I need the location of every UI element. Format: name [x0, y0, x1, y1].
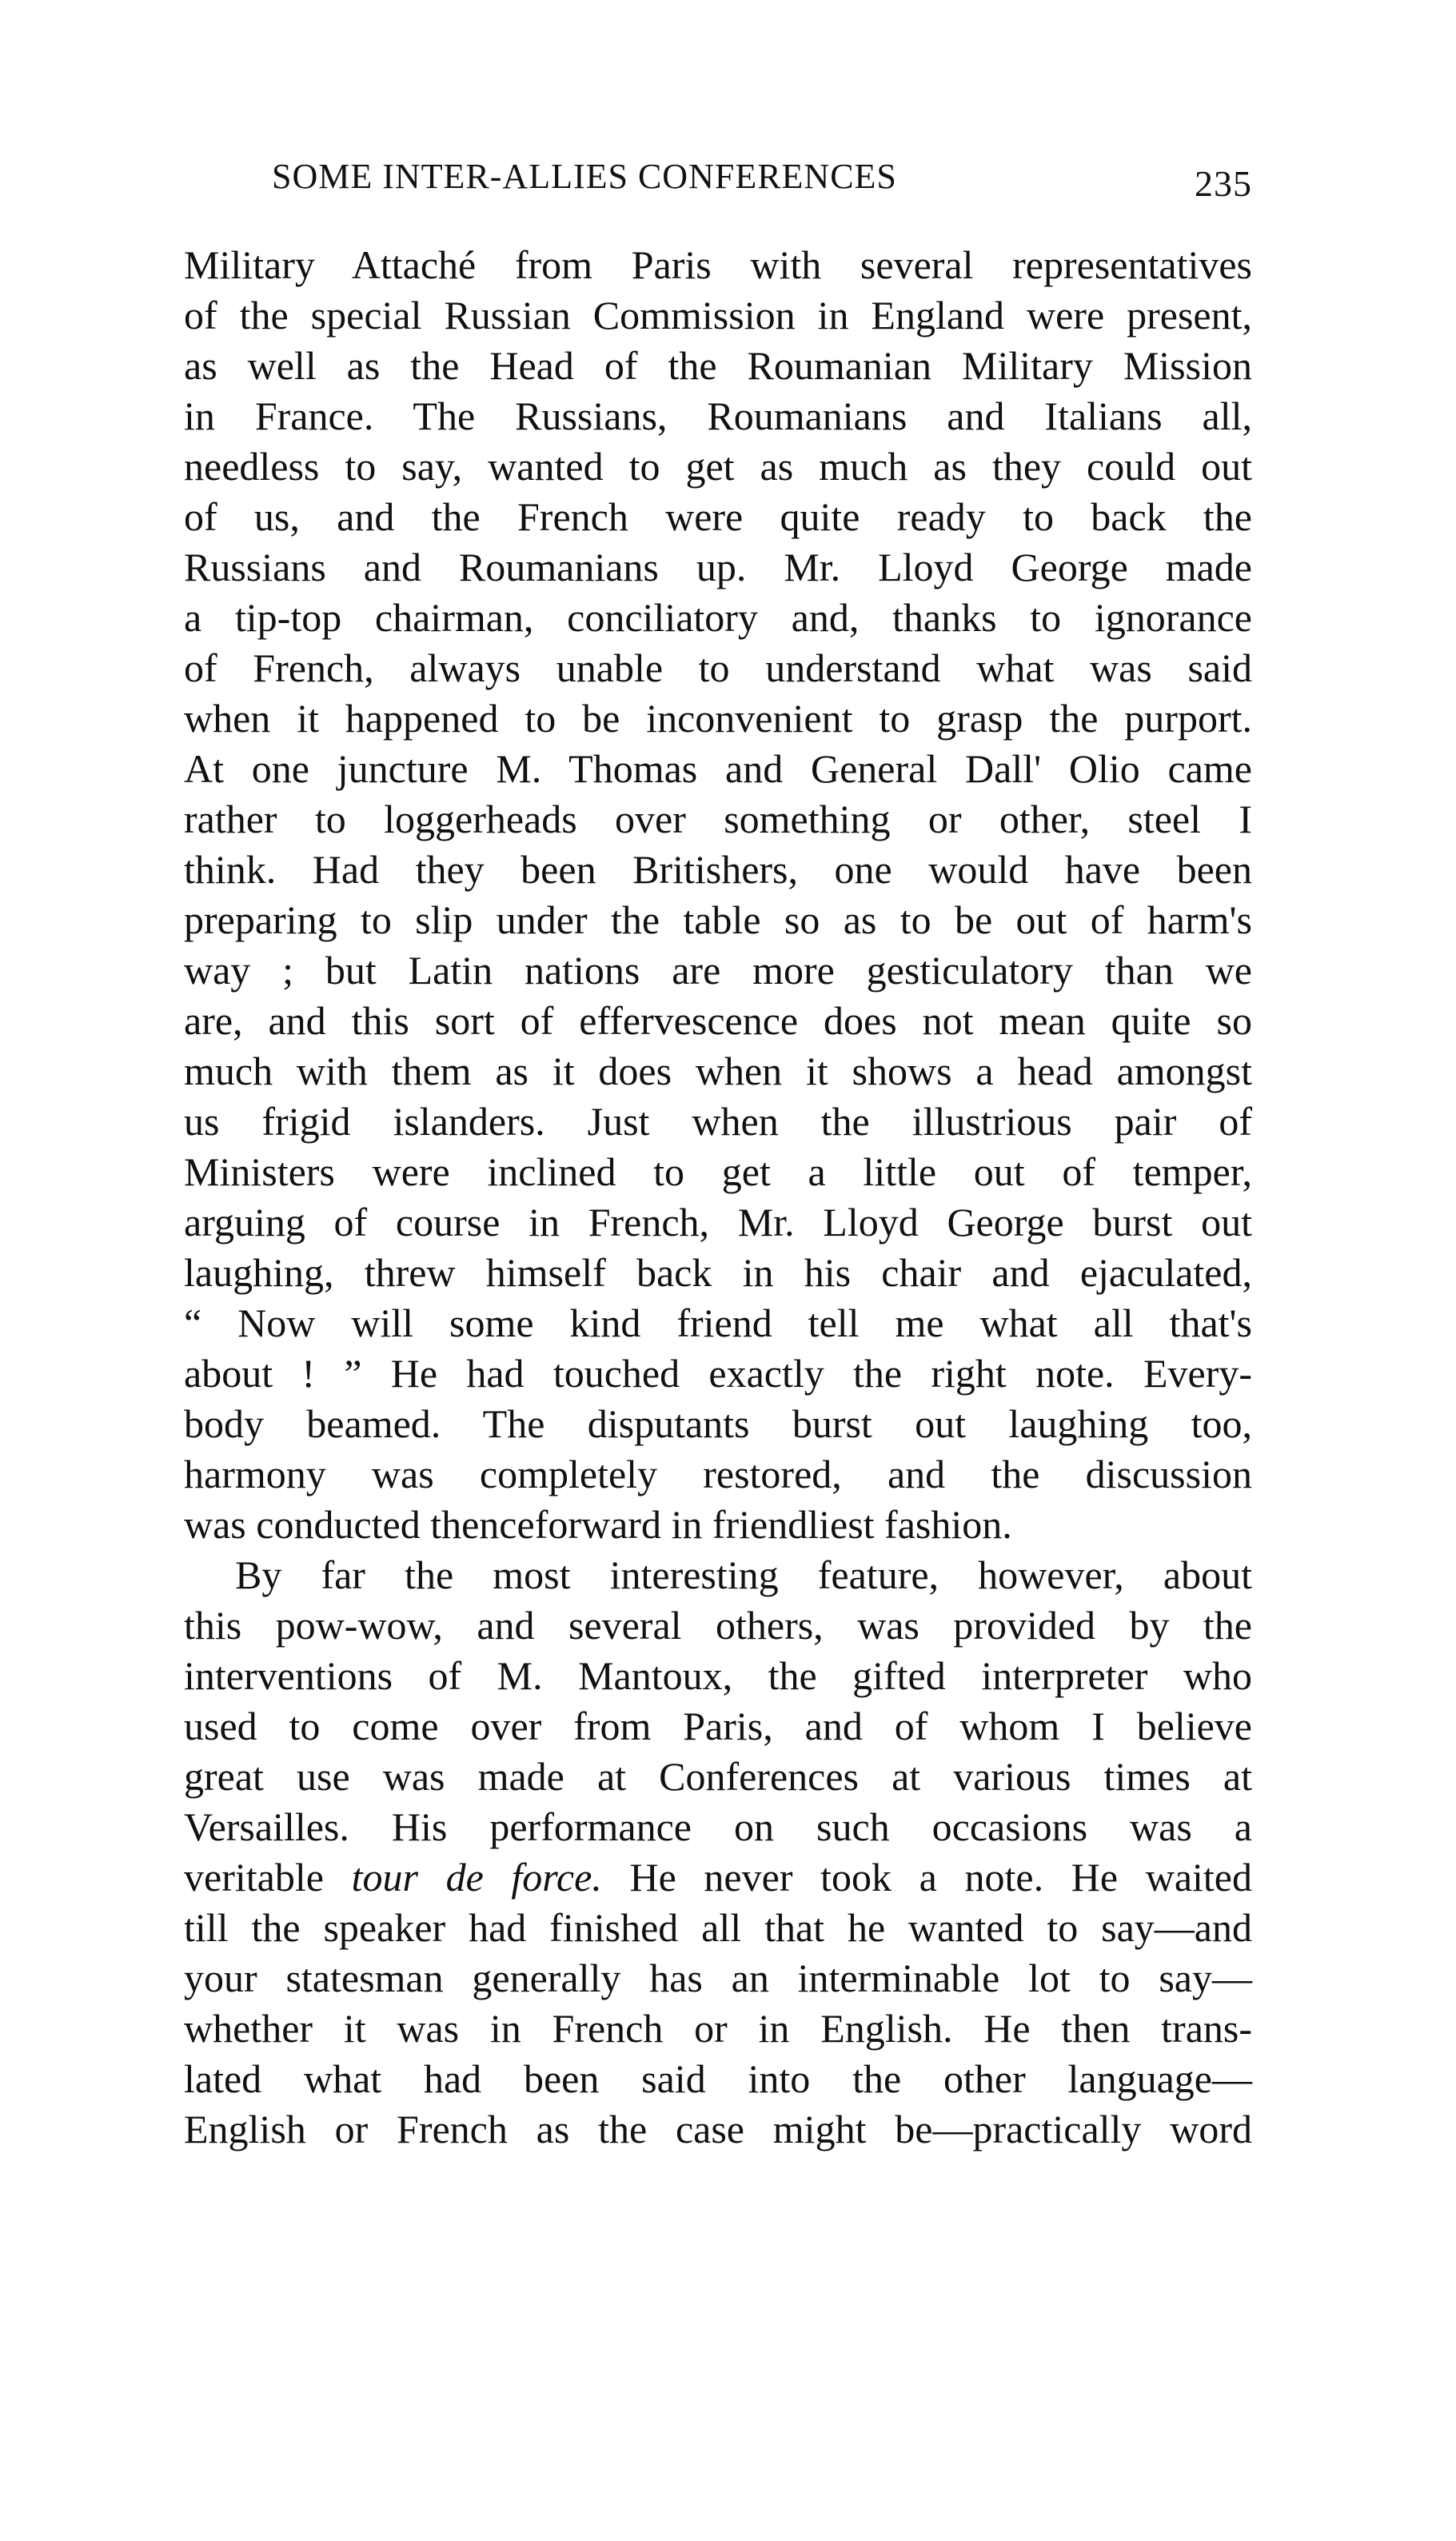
text-line: whether it was in French or in English. He then trans- [184, 2006, 1252, 2051]
text-line: your statesman generally has an interminable lot to say— [184, 1956, 1252, 2000]
text-line: in France. The Russians, Roumanians and Italians all, [184, 394, 1252, 438]
italic-phrase: tour de force. [351, 1855, 602, 1900]
text-line: laughing, threw himself back in his chair and ejaculated, [184, 1250, 1252, 1295]
text-line: us frigid islanders. Just when the illustrious pair of [184, 1099, 1252, 1144]
text-line: Russians and Roumanians up. Mr. Lloyd George made [184, 545, 1252, 589]
text-line: rather to loggerheads over something or other, steel I [184, 797, 1252, 841]
page-number: 235 [1195, 163, 1252, 204]
text-line: about ! ” He had touched exactly the right note. Every- [184, 1351, 1252, 1396]
text-line: great use was made at Conferences at various times at [184, 1754, 1252, 1799]
text-line: English or French as the case might be—practically word [184, 2107, 1252, 2151]
text-line: think. Had they been Britishers, one would have been [184, 847, 1252, 892]
paragraph-1 [184, 240, 1252, 1550]
text-line: preparing to slip under the table so as to be out of harm's [184, 897, 1252, 942]
running-title: SOME INTER-ALLIES CONFERENCES [272, 157, 897, 196]
running-header [272, 156, 1252, 207]
text-line: interventions of M. Mantoux, the gifted interpreter who [184, 1653, 1252, 1698]
text-line: a tip-top chairman, conciliatory and, thanks to ignorance [184, 595, 1252, 640]
text-line: needless to say, wanted to get as much as they could out [184, 444, 1252, 489]
page-body [184, 240, 1252, 2155]
text-line: body beamed. The disputants burst out laughing too, [184, 1401, 1252, 1446]
text-line: of us, and the French were quite ready to back the [184, 494, 1252, 539]
text-line: Versailles. His performance on such occasions was a [184, 1804, 1252, 1849]
text-line: arguing of course in French, Mr. Lloyd George burst out [184, 1200, 1252, 1245]
paragraph-2 [184, 1550, 1252, 2155]
text-run: veritable [184, 1855, 352, 1900]
text-line: “ Now will some kind friend tell me what all that's [184, 1300, 1252, 1345]
text-line: way ; but Latin nations are more gesticulatory than we [184, 948, 1252, 993]
text-line: when it happened to be inconvenient to grasp the purport. [184, 696, 1252, 741]
text-line: used to come over from Paris, and of whom I believe [184, 1704, 1252, 1748]
text-line: By far the most interesting feature, however, about [235, 1552, 1252, 1597]
text-line: harmony was completely restored, and the discussion [184, 1452, 1252, 1496]
text-line: lated what had been said into the other language— [184, 2056, 1252, 2101]
text-line: Military Attaché from Paris with several representatives [184, 242, 1252, 287]
text-line: are, and this sort of effervescence does not mean quite so [184, 998, 1252, 1043]
text-line: of French, always unable to understand what was said [184, 645, 1252, 690]
text-line: much with them as it does when it shows a head amongst [184, 1049, 1252, 1093]
text-line: as well as the Head of the Roumanian Military Mission [184, 343, 1252, 388]
text-run: He never took a note. He waited [601, 1855, 1252, 1900]
text-line: till the speaker had finished all that he wanted to say—and [184, 1905, 1252, 1950]
text-line: this pow-wow, and several others, was provided by the [184, 1603, 1252, 1648]
text-line: At one juncture M. Thomas and General Dall' Olio came [184, 746, 1252, 791]
text-line [184, 1852, 1252, 1903]
text-line: Ministers were inclined to get a little out of temper, [184, 1149, 1252, 1194]
text-line: was conducted thenceforward in friendliest fashion. [184, 1502, 1012, 1547]
text-line: of the special Russian Commission in England were present, [184, 293, 1252, 338]
